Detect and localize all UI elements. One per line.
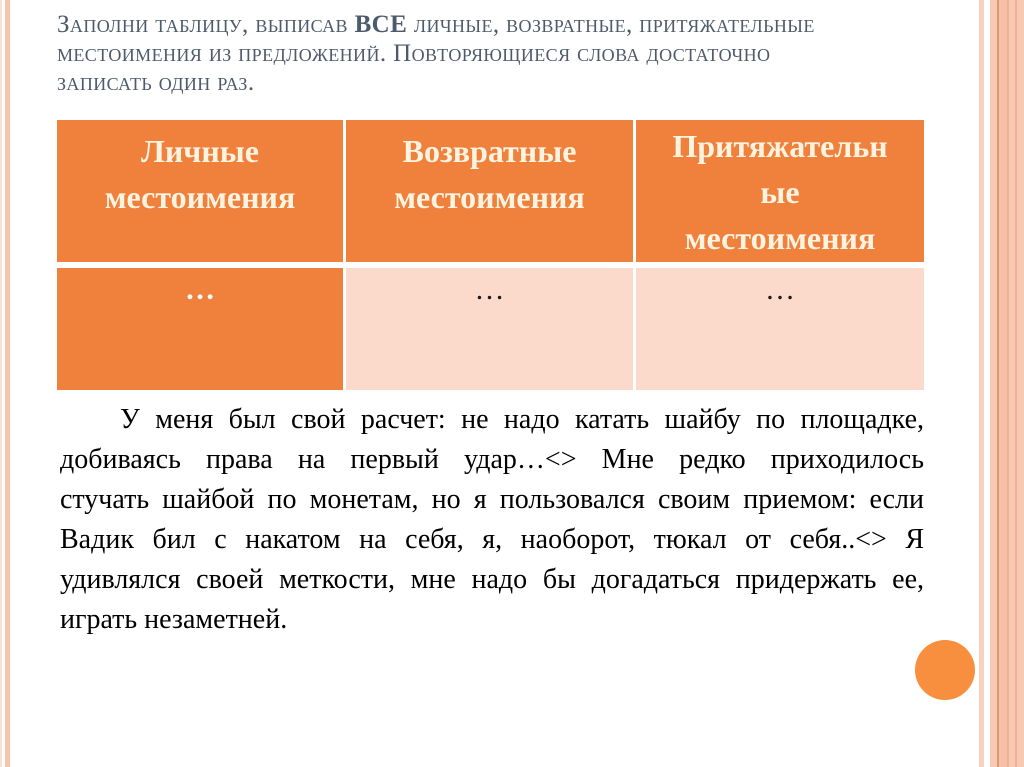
header-line: ые	[760, 174, 800, 210]
left-edge-outer-stripe	[0, 0, 2, 767]
right-edge-thin-stripe	[979, 0, 984, 767]
header-line: местоимения	[394, 179, 585, 215]
text-line: играть незаметней.	[60, 604, 288, 635]
text-line: удивлялся своей меткости, мне надо бы догадаться придержать ее,	[60, 564, 924, 595]
cell-reflexive-placeholder: …	[346, 268, 633, 390]
header-line: местоимения	[104, 179, 296, 215]
text-line: стучать шайбой по монетам, но я пользовался своим приемом: если	[60, 484, 924, 515]
header-line: Личные	[141, 133, 259, 169]
header-personal-pronouns	[57, 120, 343, 262]
header-line: Возвратные	[402, 133, 577, 169]
header-reflexive-pronouns	[346, 120, 633, 262]
text-line: Вадик бил с накатом на себя, я, наоборот, тюкал от себя..<> Я	[60, 524, 924, 555]
pronoun-table	[57, 120, 924, 390]
cell-personal-placeholder: …	[57, 268, 343, 390]
slide-title	[57, 10, 819, 97]
text-line: добиваясь права на первый удар…<> Мне редко приходилось	[60, 444, 924, 475]
title-emphasis: ВСЕ	[354, 11, 408, 38]
right-edge-striped-panel	[990, 0, 1024, 767]
cell-possessive-placeholder: …	[636, 268, 924, 390]
header-line: местоимения	[684, 220, 876, 256]
title-prefix: Заполни таблицу, выписав	[57, 11, 355, 38]
decorative-circle	[915, 640, 975, 700]
text-line: У меня был свой расчет: не надо катать шайбу по площадке,	[120, 404, 924, 435]
title-suffix: личные, возвратные, притяжательные местоимения из предложений. Повторяющиеся слова достаточно записать один раз.	[57, 11, 815, 96]
header-line: Притяжательн	[672, 128, 888, 164]
source-text-paragraph	[60, 400, 924, 640]
left-edge-stripe	[5, 0, 10, 767]
header-possessive-pronouns	[636, 120, 924, 262]
